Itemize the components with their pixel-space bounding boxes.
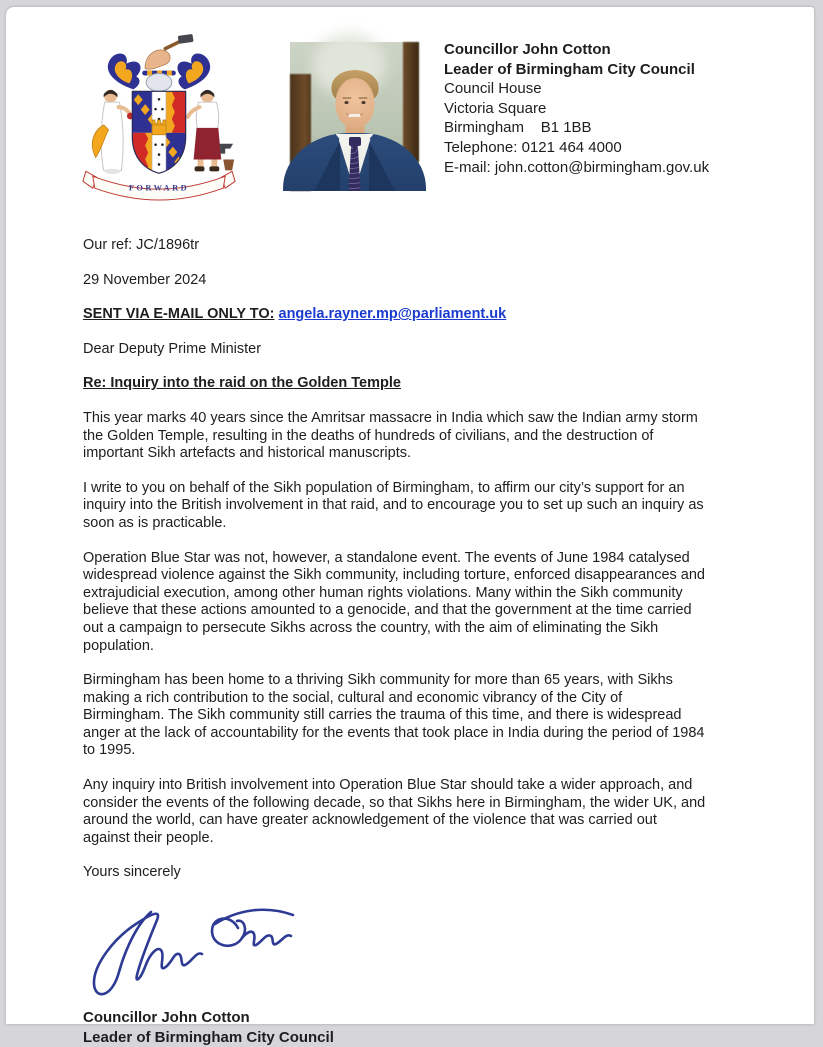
sent-via-label: SENT VIA E-MAIL ONLY TO: [83, 306, 275, 323]
paragraph-3: Operation Blue Star was not, however, a standalone event. The events of June 1984 catalysed widespread violence against the Sikh community, including torture, enforced disappearances and extrajudicial execution, among other human rights violations. Many within the Sikh community believe that these actions amounted to a genocide, and that the government at the time carried out a campaign to persecute Sikhs across the country, with the aim of eliminating the Sikh population. [83, 549, 705, 654]
face [335, 78, 374, 128]
contact-address-line2: Victoria Square [444, 99, 547, 117]
eyebrow-right [358, 97, 367, 99]
letter-body [6, 202, 766, 1047]
contact-block [444, 40, 709, 177]
signatory-title: Leader of Birmingham City Council [83, 1028, 334, 1046]
our-ref: Our ref: JC/1896tr [83, 237, 200, 253]
valediction: Yours sincerely [83, 864, 181, 881]
salutation: Dear Deputy Prime Minister [83, 340, 262, 357]
letter-page [6, 7, 814, 1046]
paragraph-4: Birmingham has been home to a thriving Sikh community for more than 65 years, with Sikhs making a rich contribution to the social, cultural and economic vibrancy of the City of Birmingham. The Sikh community still carries the trauma of this time, and there is widespread anger at the lack of accountability for the events that took place in India during the period of 1984 to 1995. [83, 672, 705, 759]
contact-address-line3: Birmingham B1 1BB [444, 119, 592, 137]
eye-right [361, 101, 365, 104]
tie-knot [349, 137, 361, 146]
signature-john-cotton [87, 892, 299, 998]
paragraph-2: I write to you on behalf of the Sikh population of Birmingham, to affirm our city’s support for an inquiry into the British involvement in that raid, and to encourage you to set up such an inquiry as soon as is practicable. [83, 479, 704, 531]
wood-panel-right [403, 42, 419, 162]
coat-of-arms-icon [78, 34, 240, 202]
letter-date: 29 November 2024 [83, 271, 207, 288]
contact-name: Councillor John Cotton [444, 41, 611, 58]
crest-motto: FORWARD [128, 183, 190, 193]
sent-via-line [83, 306, 706, 324]
teeth [349, 114, 361, 117]
eye-left [344, 101, 348, 104]
paragraph-5: Any inquiry into British involvement into Operation Blue Star should take a wider approach, and consider the events of the following decade, so that Sikhs here in Birmingham, the wider UK, and around the world, can have greater acknowledgement of the violence that was carried out against their people. [83, 777, 706, 846]
recipient-email-link[interactable]: angela.rayner.mp@parliament.uk [278, 306, 507, 323]
eyebrow-left [342, 97, 351, 99]
portrait-photo [290, 42, 419, 191]
contact-email: E-mail: john.cotton@birmingham.gov.uk [444, 158, 710, 176]
letterhead [6, 7, 814, 202]
contact-title: Leader of Birmingham City Council [444, 60, 695, 78]
signature-block [83, 1008, 706, 1047]
contact-telephone: Telephone: 0121 464 4000 [444, 138, 622, 156]
paragraph-1: This year marks 40 years since the Amritsar massacre in India which saw the Indian army storm the Golden Temple, resulting in the deaths of hundreds of civilians, and the destruction of important Sikh artefacts and historical manuscripts. [83, 409, 698, 462]
contact-address-line1: Council House [444, 80, 542, 98]
subject-line: Re: Inquiry into the raid on the Golden Temple [83, 375, 401, 392]
signatory-name: Councillor John Cotton [83, 1009, 250, 1027]
